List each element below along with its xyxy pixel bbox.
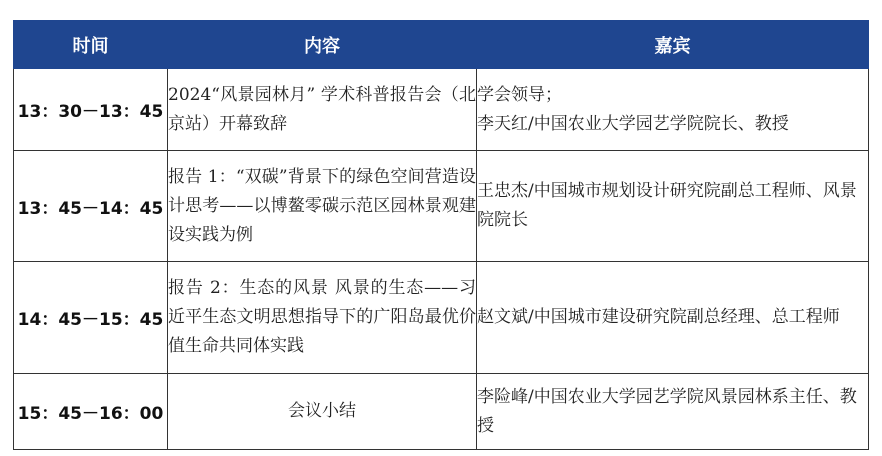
guest-entry: 李险峰/中国农业大学园艺学院风景园林系主任、教授 <box>477 386 857 436</box>
guest-entry: 王忠杰/中国城市规划设计研究院副总工程师、风景院院长 <box>477 181 857 230</box>
content-cell: 会议小结 <box>168 374 477 450</box>
schedule-table <box>13 20 869 450</box>
time-cell: 13：45－14：45 <box>14 151 168 262</box>
table-row <box>14 374 869 450</box>
guests-cell <box>477 151 869 262</box>
guest-entry: 学会领导； <box>477 84 562 105</box>
content-cell: 报告 1：“双碳”背景下的绿色空间营造设计思考——以博鳌零碳示范区园林景观建设实践为例 <box>168 151 477 262</box>
header-time: 时间 <box>14 21 168 69</box>
content-cell: 2024“风景园林月” 学术科普报告会（北京站）开幕致辞 <box>168 69 477 151</box>
guests-cell <box>477 262 869 374</box>
guest-entry: 赵文斌/中国城市建设研究院副总经理、总工程师 <box>477 307 840 327</box>
table-row <box>14 69 869 151</box>
table-row <box>14 262 869 374</box>
time-cell: 15：45－16：00 <box>14 374 168 450</box>
content-cell: 报告 2：生态的风景 风景的生态——习近平生态文明思想指导下的广阳岛最优价值生命共同体实践 <box>168 262 477 374</box>
guest-entry: 李天红/中国农业大学园艺学院院长、教授 <box>477 113 789 134</box>
time-cell: 14：45－15：45 <box>14 262 168 374</box>
guests-cell <box>477 374 869 450</box>
table-row <box>14 151 869 262</box>
guests-cell <box>477 69 869 151</box>
header-guests: 嘉宾 <box>477 21 869 69</box>
header-row <box>14 21 869 69</box>
time-cell: 13：30－13：45 <box>14 69 168 151</box>
header-content: 内容 <box>168 21 477 69</box>
